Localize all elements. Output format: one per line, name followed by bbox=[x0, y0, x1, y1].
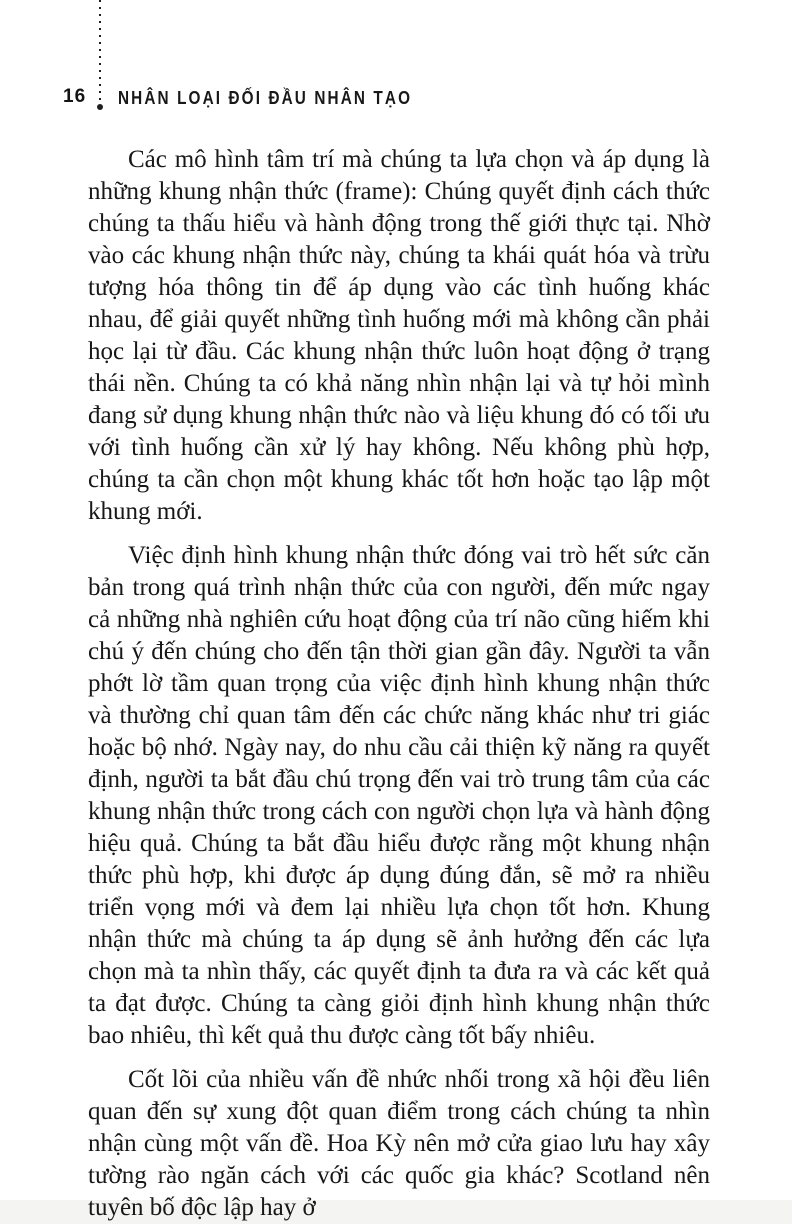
body-text-block bbox=[88, 144, 710, 1224]
header-divider-end-dot bbox=[97, 104, 103, 110]
page-number: 16 bbox=[63, 86, 87, 107]
body-paragraph: Các mô hình tâm trí mà chúng ta lựa chọn và áp dụng là những khung nhận thức (frame): Chúng quyết định cách thức chúng ta thấu hiểu và hành động trong thế giới thực tại. Nhờ vào các khung nhận thức này, chúng ta khái quát hóa và trừu tượng hóa thông tin để áp dụng vào các tình huống khác nhau, để giải quyết những tình huống mới mà không cần phải học lại từ đầu. Các khung nhận thức luôn hoạt động ở trạng thái nền. Chúng ta có khả năng nhìn nhận lại và tự hỏi mình đang sử dụng khung nhận thức nào và liệu khung đó có tối ưu với tình huống cần xử lý hay không. Nếu không phù hợp, chúng ta cần chọn một khung khác tốt hơn hoặc tạo lập một khung mới. bbox=[88, 146, 710, 525]
body-paragraph: Cốt lõi của nhiều vấn đề nhức nhối trong xã hội đều liên quan đến sự xung đột quan điểm trong cách chúng ta nhìn nhận cùng một vấn đề. Hoa Kỳ nên mở cửa giao lưu hay xây tường rào ngăn cách với các quốc gia khác? Scotland nên tuyên bố độc lập hay ở bbox=[88, 1066, 710, 1221]
body-paragraph: Việc định hình khung nhận thức đóng vai trò hết sức căn bản trong quá trình nhận thức của con người, đến mức ngay cả những nhà nghiên cứu hoạt động của trí não cũng hiếm khi chú ý đến chúng cho đến tận thời gian gần đây. Người ta vẫn phớt lờ tầm quan trọng của việc định hình khung nhận thức và thường chỉ quan tâm đến các chức năng khác như tri giác hoặc bộ nhớ. Ngày nay, do nhu cầu cải thiện kỹ năng ra quyết định, người ta bắt đầu chú trọng đến vai trò trung tâm của các khung nhận thức trong cách con người chọn lựa và hành động hiệu quả. Chúng ta bắt đầu hiểu được rằng một khung nhận thức phù hợp, khi được áp dụng đúng đắn, sẽ mở ra nhiều triển vọng mới và đem lại nhiều lựa chọn tốt hơn. Khung nhận thức mà chúng ta áp dụng sẽ ảnh hưởng đến các lựa chọn mà ta nhìn thấy, các quyết định ta đưa ra và các kết quả ta đạt được. Chúng ta càng giỏi định hình khung nhận thức bao nhiêu, thì kết quả thu được càng tốt bấy nhiêu. bbox=[88, 542, 710, 1049]
running-header-title: NHÂN LOẠI ĐỐI ĐẦU NHÂN TẠO bbox=[118, 88, 413, 108]
header-dotted-divider bbox=[99, 0, 101, 100]
